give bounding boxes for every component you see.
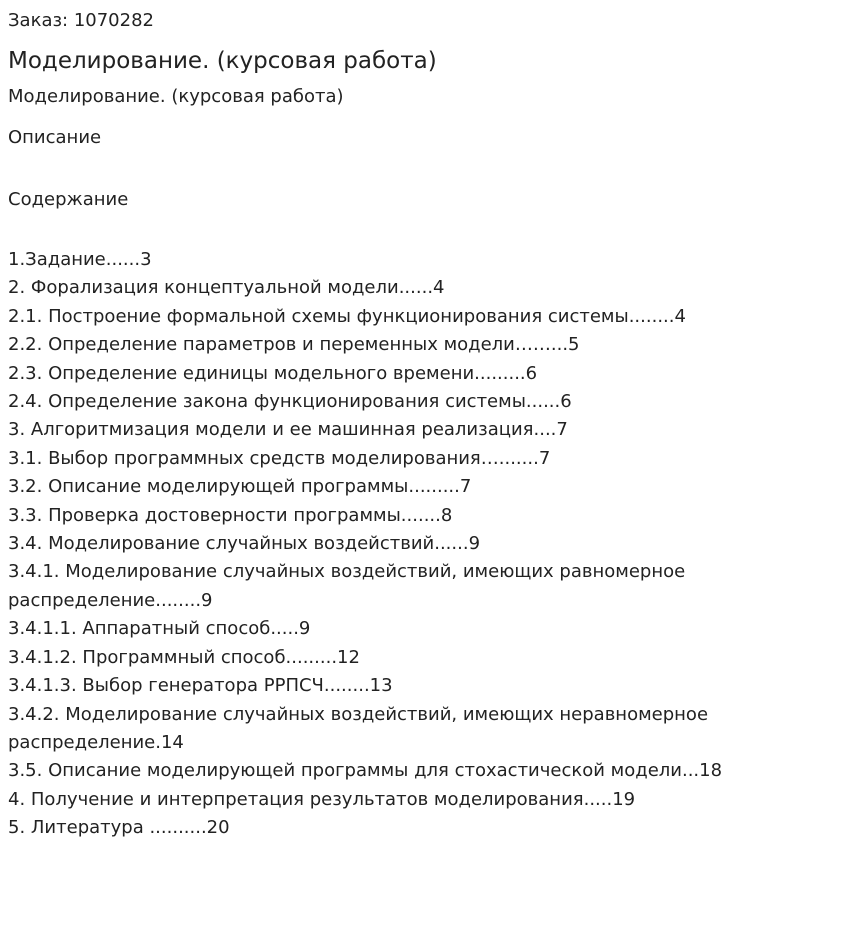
toc-item: 4. Получение и интерпретация результатов моделирования.....19	[8, 788, 636, 810]
toc-item: 2.3. Определение единицы модельного времени.........6	[8, 362, 538, 384]
contents-heading: Содержание	[8, 189, 129, 210]
toc-item: 2.2. Определение параметров и переменных модели……...5	[8, 334, 580, 356]
order-number: Заказ: 1070282	[8, 10, 154, 31]
toc-item: 3.5. Описание моделирующей программы для стохастической модели...18	[8, 760, 723, 782]
toc-item: 3.3. Проверка достоверности программы.......8	[8, 504, 453, 526]
toc-item: 3. Алгоритмизация модели и ее машинная реализация....7	[8, 419, 568, 441]
toc-item: 3.4.1.1. Аппаратный способ.....9	[8, 618, 311, 640]
toc-item: 5. Литература ..........20	[8, 817, 230, 839]
toc-item: 3.4. Моделирование случайных воздействий......9	[8, 533, 481, 555]
toc-item: 3.2. Описание моделирующей программы.........7	[8, 476, 472, 498]
toc-item: 3.4.1.3. Выбор генератора РРПСЧ........13	[8, 675, 393, 697]
description-heading: Описание	[8, 127, 102, 148]
page-title: Моделирование. (курсовая работа)	[8, 48, 437, 74]
toc-item: 2.4. Определение закона функционирования системы......6	[8, 391, 572, 413]
toc-item: 2.1. Построение формальной схемы функционирования системы........4	[8, 305, 686, 327]
toc-item: 3.1. Выбор программных средств моделирования….......7	[8, 447, 551, 469]
toc-item: 3.4.1. Моделирование случайных воздействий, имеющих равномерное распределение........9	[8, 561, 686, 611]
page-subtitle: Моделирование. (курсовая работа)	[8, 86, 344, 107]
toc-item: 1.Задание......3	[8, 249, 152, 270]
toc-item: 2. Форализация концептуальной модели......4	[8, 277, 445, 299]
toc-item: 3.4.2. Моделирование случайных воздействий, имеющих неравномерное распределение.14	[8, 703, 709, 753]
toc-item: 3.4.1.2. Программный способ.........12	[8, 646, 360, 668]
table-of-contents	[8, 246, 839, 843]
